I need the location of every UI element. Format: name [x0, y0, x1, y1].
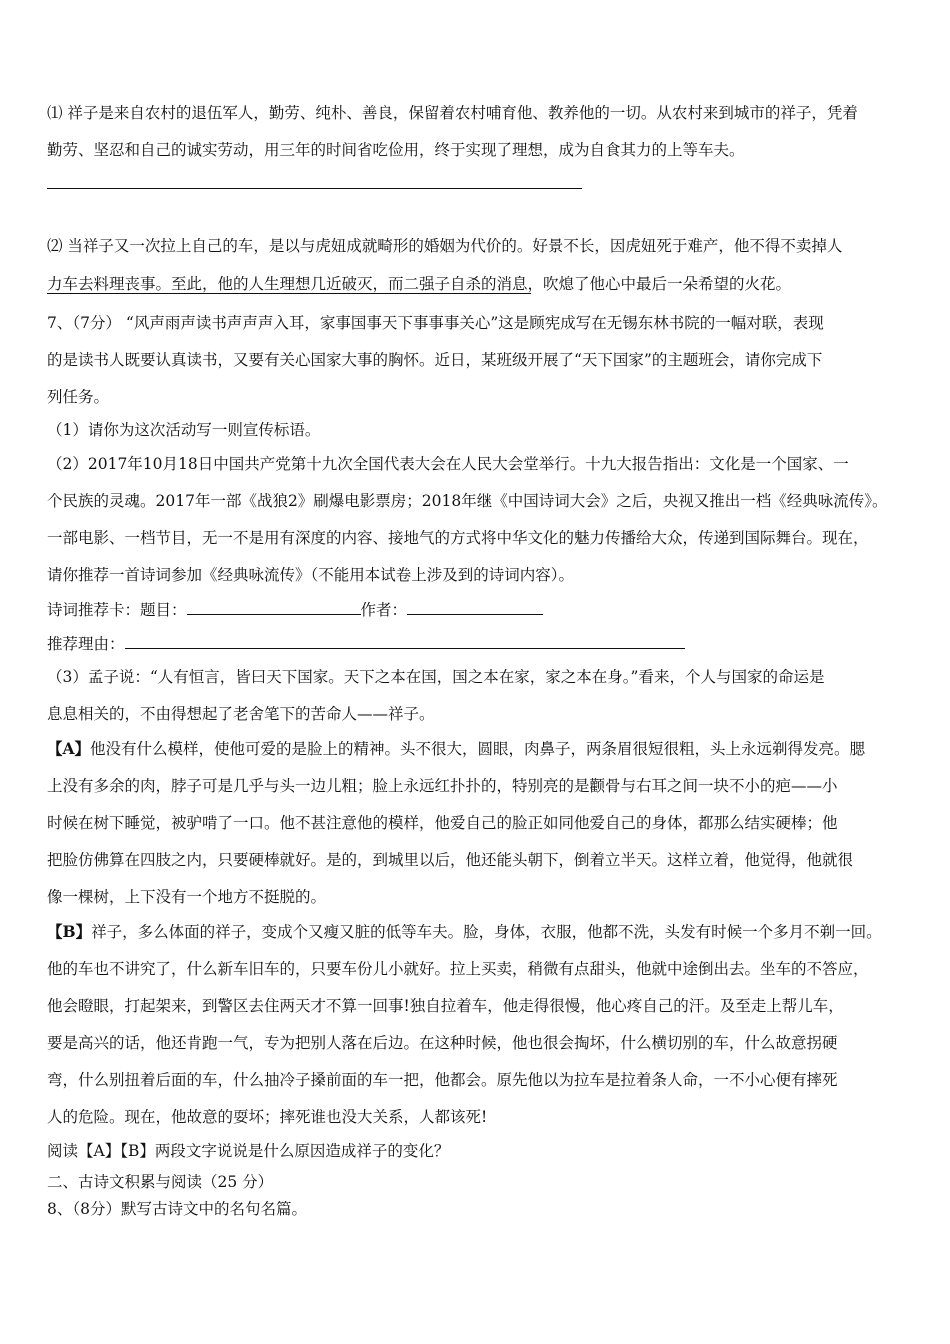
- passage-a-tag: 【A】: [47, 739, 91, 758]
- passage-a-line4: 把脸仿佛算在四肢之内，只要硬棒就好。是的，到城里以后，他还能头朝下，倒着立半天。这样立着，他觉得，他就很: [47, 851, 854, 869]
- q7-task2-line4: 请你推荐一首诗词参加《经典咏流传》（不能用本试卷上涉及到的诗词内容）。: [47, 566, 575, 584]
- passage-a-line2: 上没有多余的肉，脖子可是几乎与头一边儿粗；脸上永远红扑扑的，特别亮的是颧骨与右耳之间一块不小的疤——小: [47, 777, 838, 795]
- q7-task2-line3: 一部电影、一档节目，无一不是用有深度的内容、接地气的方式将中华文化的魅力传播给大众，传递到国际舞台。现在，: [47, 529, 869, 547]
- q6-p2-line1: ⑵ 当祥子又一次拉上自己的车，是以与虎妞成就畸形的婚姻为代价的。好景不长，因虎妞死于难产，他不得不卖掉人: [47, 237, 843, 255]
- reason-label: 推荐理由：: [47, 635, 125, 653]
- q6-p1-line1: ⑴ 祥子是来自农村的退伍军人，勤劳、纯朴、善良，保留着农村哺育他、教养他的一切。从农村来到城市的祥子，凭着: [47, 104, 858, 122]
- q7-task3-line2: 息息相关的，不由得想起了老舍笔下的苦命人——祥子。: [47, 705, 435, 723]
- passage-b-line3: 他会瞪眼，打起架来，到警区去住两天才不算一回事!独自拉着车，他走得很慢，他心疼自己的汗。及至走上帮儿车，: [47, 997, 844, 1015]
- q6-p2-line2-visible: 力车去料理丧事。至此，他的人生理想几近破灭，而二强子自杀的消息，吹熄了他心中最后一朵希望的火花。: [47, 275, 792, 293]
- passage-b-tag: 【B】: [47, 922, 92, 941]
- author-blank[interactable]: [407, 599, 543, 615]
- q7-intro-line1: 7、（7分） “风声雨声读书声声声入耳，家事国事天下事事事关心”这是顾宪成写在无锡东林书院的一幅对联，表现: [47, 314, 824, 332]
- passage-b-line4: 要是高兴的话，他还肯跑一气，专为把别人落在后边。在这种时候，他也很会掏坏，什么横切别的车，什么故意拐硬: [47, 1034, 838, 1052]
- q7-task3-line1: （3）孟子说：“人有恒言，皆曰天下国家。天下之本在国，国之本在家，家之本在身。”看来，个人与国家的命运是: [47, 668, 825, 686]
- answer-blank[interactable]: [47, 293, 531, 294]
- title-blank[interactable]: [187, 599, 361, 615]
- q7-intro-line3: 列任务。: [47, 388, 110, 406]
- q7-task2-line1: （2）2017年10月18日中国共产党第十九次全国代表大会在人民大会堂举行。十九大报告指出：文化是一个国家、一: [47, 455, 849, 473]
- passage-a-line1: 【A】他没有什么模样，使他可爱的是脸上的精神。头不很大，圆眼，肉鼻子，两条眉很短很粗，头上永远剃得发亮。腮: [47, 739, 866, 758]
- card-label: 诗词推荐卡：题目：: [47, 601, 187, 619]
- passage-b-line6: 人的危险。现在，他故意的耍坏；摔死谁也没大关系，人都该死!: [47, 1108, 488, 1126]
- q7-intro-line2: 的是读书人既要认真读书，又要有关心国家大事的胸怀。近日，某班级开展了“天下国家”的主题班会，请你完成下: [47, 351, 823, 369]
- q7-question: 阅读【A】【B】两段文字说说是什么原因造成祥子的变化？: [47, 1142, 450, 1160]
- q6-p1-line2: 勤劳、坚忍和自己的诚实劳动，用三年的时间省吃俭用，终于实现了理想，成为自食其力的上等车夫。: [47, 141, 745, 159]
- q7-task2-line2: 个民族的灵魂。2017年一部《战狼2》刷爆电影票房；2018年继《中国诗词大会》之后，央视又推出一档《经典咏流传》。: [47, 492, 888, 510]
- poem-card-row: [47, 599, 543, 620]
- author-label: 作者：: [360, 601, 408, 619]
- q8-prompt: 8、（8分）默写古诗文中的名句名篇。: [47, 1200, 307, 1218]
- passage-b-line5: 弯，什么别扭着后面的车，什么抽冷子搡前面的车一把，他都会。原先他以为拉车是拉着条人命，一不小心便有摔死: [47, 1071, 838, 1089]
- answer-blank[interactable]: [47, 188, 582, 189]
- passage-b-line1: 【B】祥子，多么体面的祥子，变成个又瘦又脏的低等车夫。脸，身体，衣服，他都不洗，头发有时候一个多月不剃一回。: [47, 922, 882, 941]
- reason-row: [47, 633, 685, 654]
- passage-b-line2: 他的车也不讲究了，什么新车旧车的，只要车份儿小就好。拉上买卖，稍微有点甜头，他就中途倒出去。坐车的不答应，: [47, 960, 869, 978]
- section2-title: 二、古诗文积累与阅读（25 分）: [47, 1173, 274, 1191]
- passage-a-line3: 时候在树下睡觉，被驴啃了一口。他不甚注意他的模样，他爱自己的脸正如同他爱自己的身体，都那么结实硬棒；他: [47, 814, 838, 832]
- q7-task1: （1）请你为这次活动写一则宣传标语。: [47, 421, 321, 439]
- passage-a-line5: 像一棵树，上下没有一个地方不挺脱的。: [47, 888, 327, 906]
- reason-blank[interactable]: [125, 633, 685, 649]
